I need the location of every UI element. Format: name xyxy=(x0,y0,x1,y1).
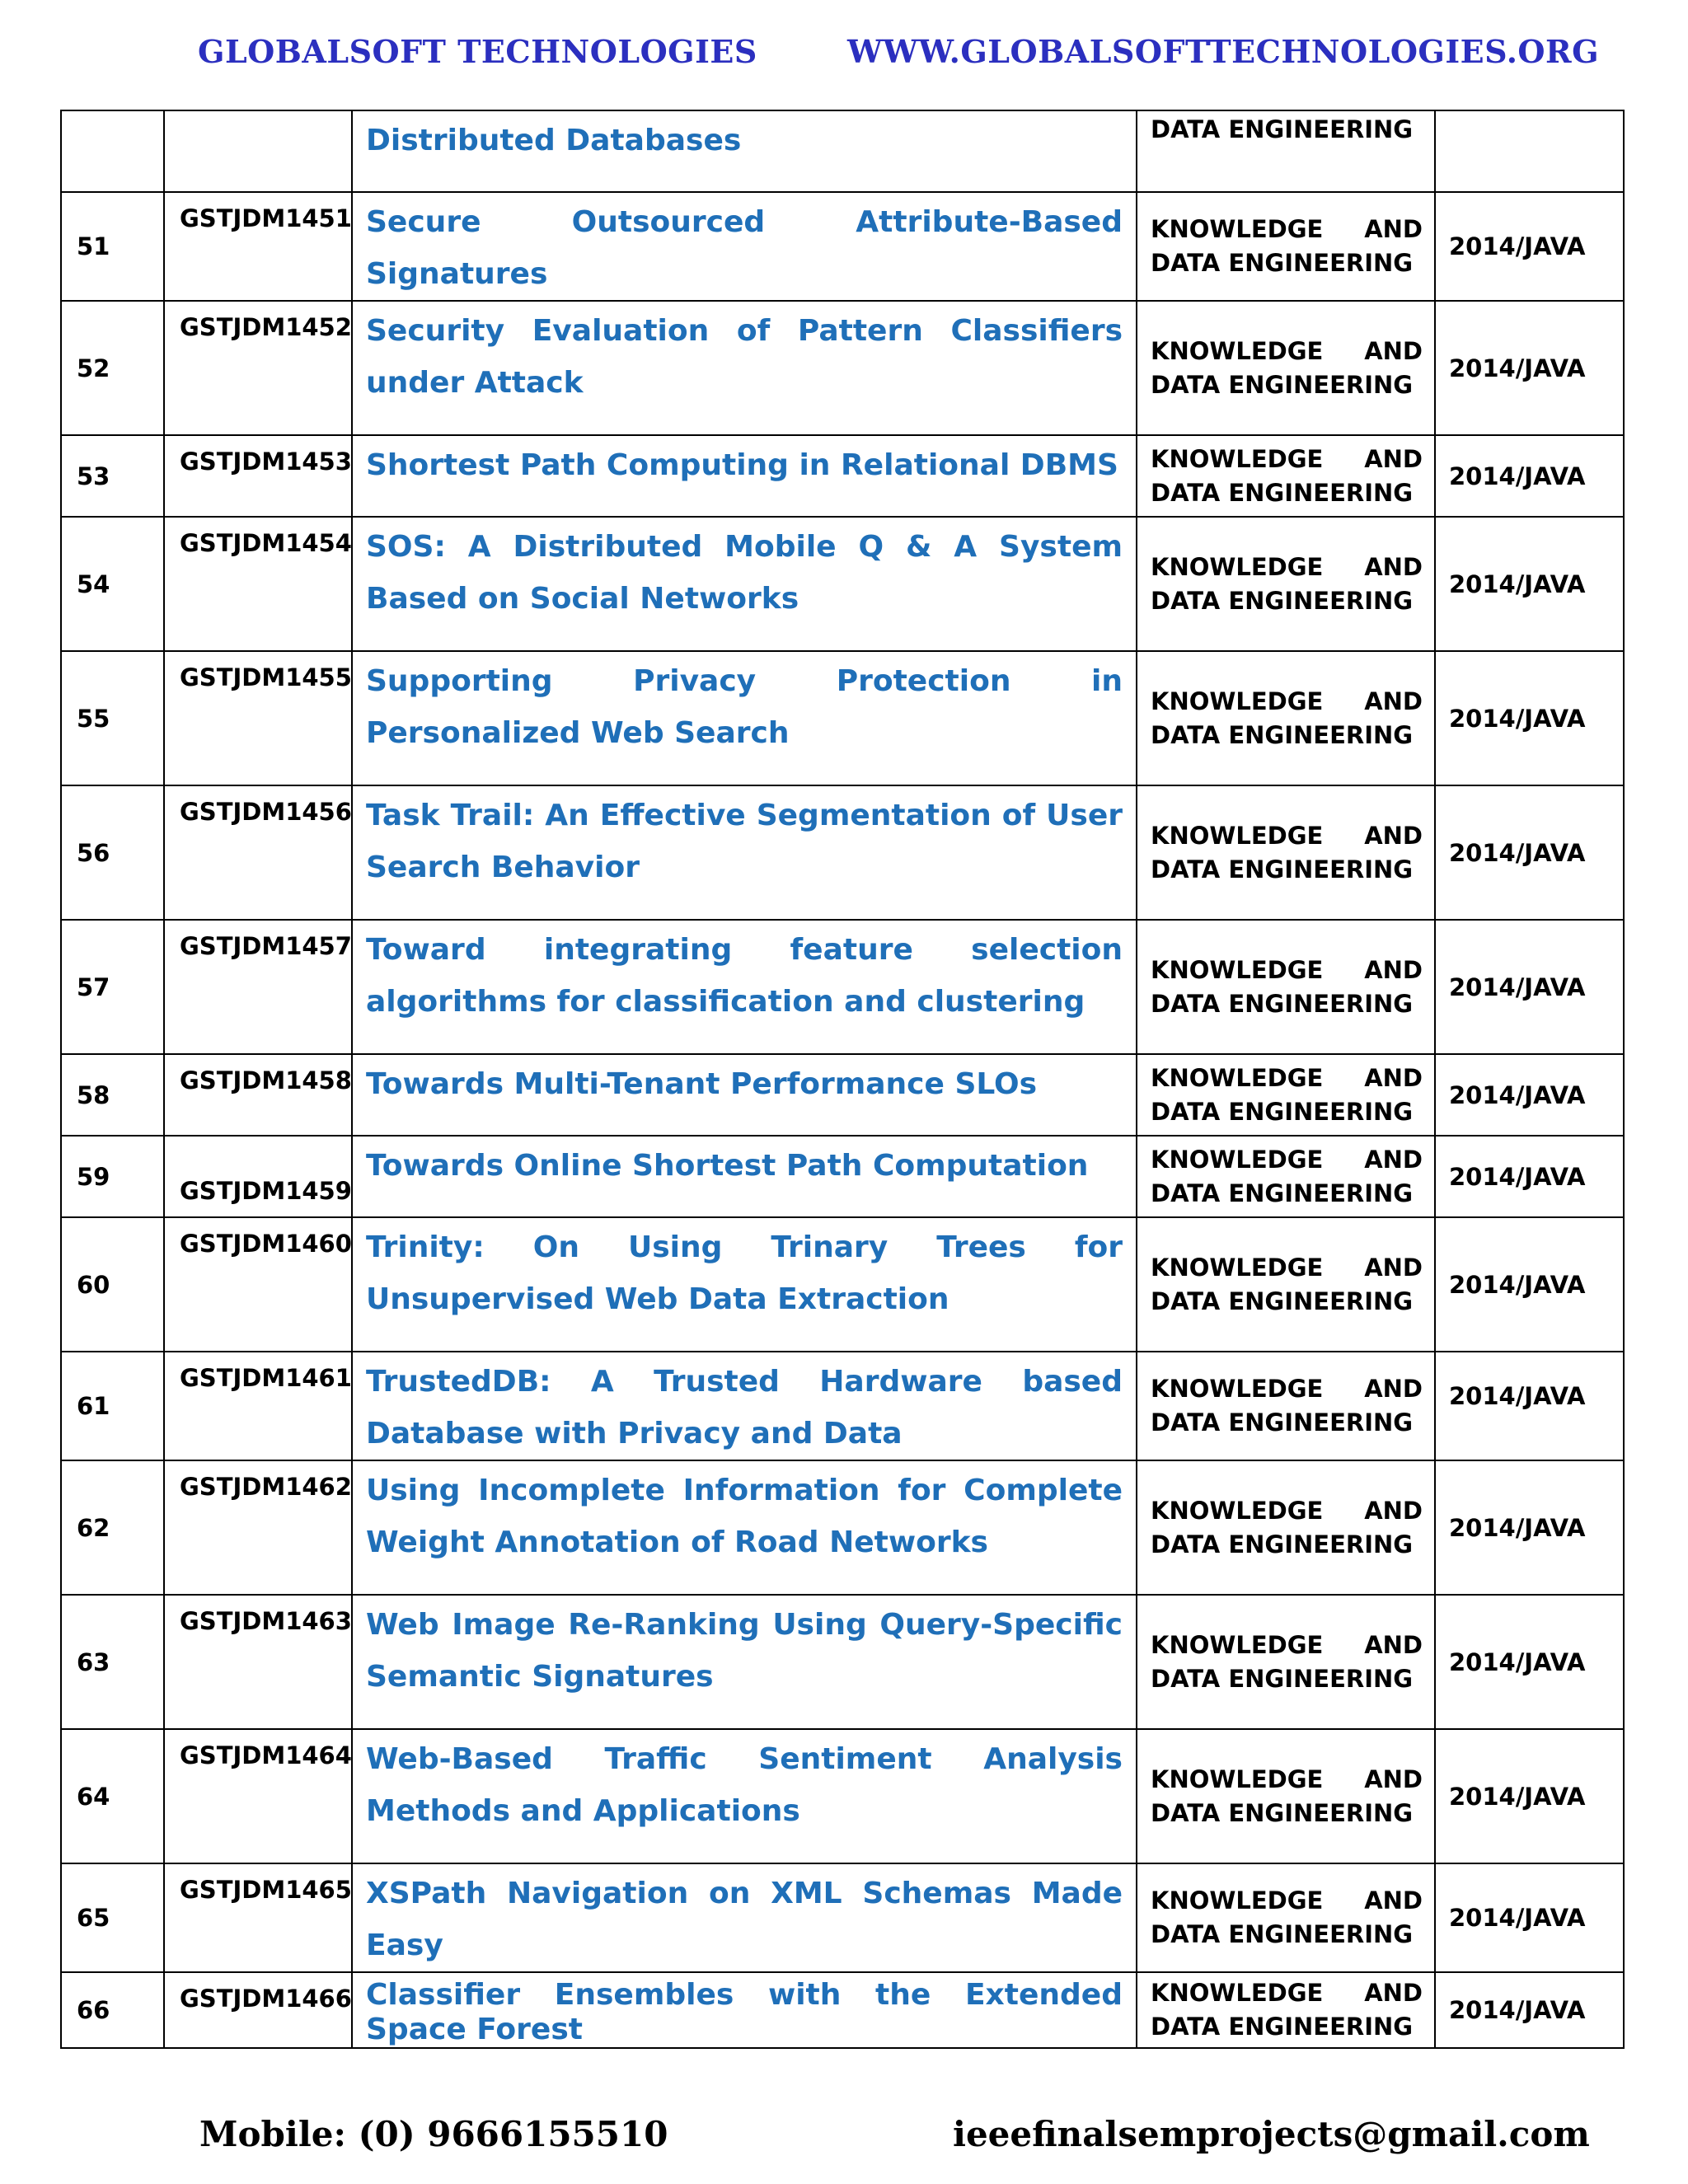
domain-word-knowledge: KNOWLEDGE xyxy=(1151,821,1324,850)
cell-code xyxy=(164,301,352,435)
domain-word-and: AND xyxy=(1364,1145,1423,1174)
domain-line-1 xyxy=(1151,1143,1423,1177)
project-title: Distributed Databases xyxy=(366,124,742,157)
domain-word-and: AND xyxy=(1364,955,1423,984)
cell-code xyxy=(164,651,352,785)
table-row xyxy=(61,1217,1624,1352)
cell-num xyxy=(61,1054,164,1136)
domain-word-and: AND xyxy=(1364,1496,1423,1525)
project-code: GSTJDM1451 xyxy=(180,204,352,232)
domain-word-and: AND xyxy=(1364,1253,1423,1282)
cell-year xyxy=(1435,651,1624,785)
domain-line-2: DATA ENGINEERING xyxy=(1151,249,1414,277)
cell-domain xyxy=(1137,192,1435,301)
table-row xyxy=(61,1863,1624,1972)
project-code: GSTJDM1460 xyxy=(180,1230,352,1258)
cell-num xyxy=(61,1729,164,1863)
domain-word-knowledge: KNOWLEDGE xyxy=(1151,1253,1324,1282)
cell-year xyxy=(1435,301,1624,435)
table-row xyxy=(61,1352,1624,1460)
domain-line-2: DATA ENGINEERING xyxy=(1151,1408,1414,1436)
domain-line-2: DATA ENGINEERING xyxy=(1151,478,1414,507)
project-year: 2014/JAVA xyxy=(1449,704,1586,733)
domain-word-and: AND xyxy=(1364,1765,1423,1793)
project-title: Web Image Re-Ranking Using Query-Specific Semantic Signatures xyxy=(366,1608,1123,1694)
table-row xyxy=(61,651,1624,785)
cell-code xyxy=(164,192,352,301)
cell-title xyxy=(352,1863,1137,1972)
domain-line-1 xyxy=(1151,213,1423,246)
project-title: Using Incomplete Information for Complete Weight Annotation of Road Networks xyxy=(366,1474,1123,1559)
cell-num xyxy=(61,301,164,435)
cell-domain xyxy=(1137,110,1435,192)
project-number: 65 xyxy=(77,1904,110,1932)
domain-line-1 xyxy=(1151,1884,1423,1918)
cell-code xyxy=(164,1972,352,2048)
project-year: 2014/JAVA xyxy=(1449,1782,1586,1811)
cell-domain xyxy=(1137,1729,1435,1863)
cell-code xyxy=(164,1460,352,1595)
project-code: GSTJDM1457 xyxy=(180,932,352,960)
domain-word-knowledge: KNOWLEDGE xyxy=(1151,1063,1324,1092)
domain-word-and: AND xyxy=(1364,1979,1423,2007)
cell-title xyxy=(352,1217,1137,1352)
cell-title xyxy=(352,1972,1137,2048)
footer-mobile: Mobile: (0) 9666155510 xyxy=(199,2114,668,2154)
cell-domain xyxy=(1137,920,1435,1054)
cell-num xyxy=(61,1595,164,1729)
domain-word-knowledge: KNOWLEDGE xyxy=(1151,336,1324,365)
domain-word-knowledge: KNOWLEDGE xyxy=(1151,955,1324,984)
cell-domain xyxy=(1137,1460,1435,1595)
project-number: 51 xyxy=(77,232,110,260)
project-number: 57 xyxy=(77,972,110,1001)
project-number: 52 xyxy=(77,354,110,382)
project-code: GSTJDM1461 xyxy=(180,1364,352,1392)
project-number: 64 xyxy=(77,1782,110,1811)
project-title: TrustedDB: A Trusted Hardware based Database with Privacy and Data xyxy=(366,1365,1123,1451)
table-row xyxy=(61,301,1624,435)
cell-domain xyxy=(1137,651,1435,785)
domain-word-and: AND xyxy=(1364,687,1423,715)
cell-num xyxy=(61,1460,164,1595)
cell-code xyxy=(164,1352,352,1460)
domain-word-knowledge: KNOWLEDGE xyxy=(1151,1496,1324,1525)
project-title: Supporting Privacy Protection in Personalized Web Search xyxy=(366,664,1123,750)
table-row xyxy=(61,1136,1624,1217)
cell-domain xyxy=(1137,1595,1435,1729)
domain-word-and: AND xyxy=(1364,336,1423,365)
cell-title xyxy=(352,1054,1137,1136)
domain-word-knowledge: KNOWLEDGE xyxy=(1151,1630,1324,1659)
domain-line-2: DATA ENGINEERING xyxy=(1151,989,1414,1018)
table-row xyxy=(61,920,1624,1054)
cell-domain xyxy=(1137,1054,1435,1136)
cell-num xyxy=(61,1136,164,1217)
domain-line-1 xyxy=(1151,335,1423,368)
cell-year xyxy=(1435,1595,1624,1729)
domain-word-knowledge: KNOWLEDGE xyxy=(1151,1145,1324,1174)
cell-title xyxy=(352,1136,1137,1217)
cell-domain xyxy=(1137,1972,1435,2048)
cell-year xyxy=(1435,110,1624,192)
domain-line-2: DATA ENGINEERING xyxy=(1151,2013,1414,2041)
domain-word-and: AND xyxy=(1364,1886,1423,1915)
project-code: GSTJDM1463 xyxy=(180,1607,352,1635)
page-header xyxy=(0,33,1688,82)
cell-code xyxy=(164,1217,352,1352)
project-year: 2014/JAVA xyxy=(1449,1996,1586,2024)
project-title: Towards Online Shortest Path Computation xyxy=(366,1149,1089,1183)
cell-domain xyxy=(1137,517,1435,651)
cell-code xyxy=(164,1595,352,1729)
company-name: GLOBALSOFT TECHNOLOGIES xyxy=(198,33,757,70)
cell-num xyxy=(61,517,164,651)
footer-email: ieeefinalsemprojects@gmail.com xyxy=(953,2114,1590,2154)
domain-word-knowledge: KNOWLEDGE xyxy=(1151,215,1324,243)
cell-year xyxy=(1435,920,1624,1054)
project-year: 2014/JAVA xyxy=(1449,232,1586,260)
cell-title xyxy=(352,1352,1137,1460)
table-row xyxy=(61,1595,1624,1729)
project-number: 66 xyxy=(77,1996,110,2024)
cell-domain xyxy=(1137,1352,1435,1460)
cell-num xyxy=(61,435,164,517)
domain-word-and: AND xyxy=(1364,444,1423,473)
project-number: 55 xyxy=(77,704,110,733)
cell-title xyxy=(352,517,1137,651)
cell-num xyxy=(61,785,164,920)
project-year: 2014/JAVA xyxy=(1449,569,1586,598)
cell-code xyxy=(164,1054,352,1136)
domain-word-knowledge: KNOWLEDGE xyxy=(1151,444,1324,473)
project-number: 56 xyxy=(77,838,110,867)
project-number: 59 xyxy=(77,1162,110,1191)
cell-year xyxy=(1435,192,1624,301)
cell-title xyxy=(352,435,1137,517)
domain-word-knowledge: KNOWLEDGE xyxy=(1151,1765,1324,1793)
table-row xyxy=(61,435,1624,517)
cell-year xyxy=(1435,1460,1624,1595)
cell-num xyxy=(61,1972,164,2048)
projects-table xyxy=(60,110,1625,2049)
cell-year xyxy=(1435,1054,1624,1136)
domain-word-knowledge: KNOWLEDGE xyxy=(1151,1886,1324,1915)
domain-word-knowledge: KNOWLEDGE xyxy=(1151,552,1324,581)
domain-line-1 xyxy=(1151,1494,1423,1528)
project-code: GSTJDM1456 xyxy=(180,798,352,826)
domain-word-and: AND xyxy=(1364,821,1423,850)
cell-num xyxy=(61,192,164,301)
project-year: 2014/JAVA xyxy=(1449,838,1586,867)
domain-line-1 xyxy=(1151,1372,1423,1406)
cell-num xyxy=(61,1217,164,1352)
table-row xyxy=(61,1054,1624,1136)
project-domain: DATA ENGINEERING xyxy=(1151,115,1414,143)
project-title: Task Trail: An Effective Segmentation of User Search Behavior xyxy=(366,799,1123,884)
project-title: Web-Based Traffic Sentiment Analysis Methods and Applications xyxy=(366,1742,1123,1828)
project-code: GSTJDM1453 xyxy=(180,448,352,476)
cell-domain xyxy=(1137,435,1435,517)
cell-year xyxy=(1435,435,1624,517)
project-number: 53 xyxy=(77,462,110,490)
project-title: Shortest Path Computing in Relational DBMS xyxy=(366,448,1118,482)
cell-code xyxy=(164,785,352,920)
project-title: Security Evaluation of Pattern Classifiers under Attack xyxy=(366,314,1123,400)
domain-line-2: DATA ENGINEERING xyxy=(1151,1286,1414,1315)
domain-line-1 xyxy=(1151,685,1423,719)
cell-year xyxy=(1435,1352,1624,1460)
cell-title xyxy=(352,192,1137,301)
cell-year xyxy=(1435,785,1624,920)
cell-num xyxy=(61,110,164,192)
project-year: 2014/JAVA xyxy=(1449,1647,1586,1676)
domain-word-and: AND xyxy=(1364,1063,1423,1092)
project-code: GSTJDM1466 xyxy=(180,1985,352,2013)
cell-year xyxy=(1435,1863,1624,1972)
domain-word-and: AND xyxy=(1364,1630,1423,1659)
project-year: 2014/JAVA xyxy=(1449,1382,1586,1410)
domain-line-2: DATA ENGINEERING xyxy=(1151,855,1414,883)
project-number: 54 xyxy=(77,569,110,598)
domain-line-1 xyxy=(1151,1629,1423,1662)
cell-domain xyxy=(1137,1217,1435,1352)
project-number: 63 xyxy=(77,1647,110,1676)
domain-line-1 xyxy=(1151,443,1423,476)
cell-title xyxy=(352,920,1137,1054)
cell-year xyxy=(1435,1136,1624,1217)
domain-line-1 xyxy=(1151,819,1423,853)
domain-line-1 xyxy=(1151,1062,1423,1095)
cell-title xyxy=(352,110,1137,192)
domain-line-2: DATA ENGINEERING xyxy=(1151,1097,1414,1126)
domain-word-and: AND xyxy=(1364,215,1423,243)
cell-num xyxy=(61,651,164,785)
project-year: 2014/JAVA xyxy=(1449,972,1586,1001)
project-title: Secure Outsourced Attribute-Based Signatures xyxy=(366,205,1123,291)
cell-num xyxy=(61,1863,164,1972)
project-code: GSTJDM1465 xyxy=(180,1876,352,1904)
cell-code xyxy=(164,920,352,1054)
cell-domain xyxy=(1137,301,1435,435)
project-title: Classifier Ensembles with the Extended Space Forest xyxy=(366,1978,1123,2046)
cell-year xyxy=(1435,1972,1624,2048)
project-code: GSTJDM1454 xyxy=(180,529,352,557)
cell-title xyxy=(352,785,1137,920)
domain-line-2: DATA ENGINEERING xyxy=(1151,1798,1414,1827)
domain-line-1 xyxy=(1151,551,1423,584)
project-code: GSTJDM1459 xyxy=(180,1177,352,1205)
project-year: 2014/JAVA xyxy=(1449,1270,1586,1299)
cell-domain xyxy=(1137,785,1435,920)
project-number: 58 xyxy=(77,1080,110,1109)
domain-word-knowledge: KNOWLEDGE xyxy=(1151,1979,1324,2007)
cell-title xyxy=(352,1729,1137,1863)
table-row xyxy=(61,517,1624,651)
domain-line-2: DATA ENGINEERING xyxy=(1151,720,1414,749)
table-row xyxy=(61,785,1624,920)
cell-title xyxy=(352,301,1137,435)
cell-num xyxy=(61,1352,164,1460)
cell-code xyxy=(164,1136,352,1217)
domain-line-2: DATA ENGINEERING xyxy=(1151,1530,1414,1558)
project-title: XSPath Navigation on XML Schemas Made Easy xyxy=(366,1877,1123,1962)
domain-line-2: DATA ENGINEERING xyxy=(1151,370,1414,399)
domain-line-2: DATA ENGINEERING xyxy=(1151,1920,1414,1948)
project-title: Towards Multi-Tenant Performance SLOs xyxy=(366,1067,1038,1101)
project-year: 2014/JAVA xyxy=(1449,354,1586,382)
cell-year xyxy=(1435,1729,1624,1863)
project-code: GSTJDM1462 xyxy=(180,1473,352,1501)
domain-word-and: AND xyxy=(1364,552,1423,581)
project-year: 2014/JAVA xyxy=(1449,1080,1586,1109)
project-number: 61 xyxy=(77,1392,110,1420)
domain-word-and: AND xyxy=(1364,1375,1423,1403)
project-number: 62 xyxy=(77,1513,110,1542)
cell-domain xyxy=(1137,1136,1435,1217)
table-row xyxy=(61,1729,1624,1863)
project-title: SOS: A Distributed Mobile Q & A System Based on Social Networks xyxy=(366,530,1123,616)
domain-word-knowledge: KNOWLEDGE xyxy=(1151,687,1324,715)
table-row xyxy=(61,1460,1624,1595)
cell-code xyxy=(164,110,352,192)
domain-line-1 xyxy=(1151,1763,1423,1797)
cell-code xyxy=(164,435,352,517)
domain-line-2: DATA ENGINEERING xyxy=(1151,1664,1414,1693)
company-website: WWW.GLOBALSOFTTECHNOLOGIES.ORG xyxy=(847,33,1600,70)
cell-code xyxy=(164,1729,352,1863)
cell-year xyxy=(1435,1217,1624,1352)
project-title: Trinity: On Using Trinary Trees for Unsupervised Web Data Extraction xyxy=(366,1230,1123,1316)
cell-title xyxy=(352,1595,1137,1729)
project-year: 2014/JAVA xyxy=(1449,462,1586,490)
cell-domain xyxy=(1137,1863,1435,1972)
table-row xyxy=(61,192,1624,301)
project-code: GSTJDM1458 xyxy=(180,1066,352,1094)
table-row xyxy=(61,1972,1624,2048)
project-year: 2014/JAVA xyxy=(1449,1904,1586,1932)
cell-title xyxy=(352,651,1137,785)
project-code: GSTJDM1464 xyxy=(180,1741,352,1769)
cell-title xyxy=(352,1460,1137,1595)
cell-num xyxy=(61,920,164,1054)
cell-year xyxy=(1435,517,1624,651)
table-row-continued xyxy=(61,110,1624,192)
domain-line-2: DATA ENGINEERING xyxy=(1151,586,1414,615)
project-title: Toward integrating feature selection algorithms for classification and clustering xyxy=(366,933,1123,1019)
project-year: 2014/JAVA xyxy=(1449,1162,1586,1191)
domain-line-2: DATA ENGINEERING xyxy=(1151,1179,1414,1207)
domain-word-knowledge: KNOWLEDGE xyxy=(1151,1375,1324,1403)
domain-line-1 xyxy=(1151,1976,1423,2010)
domain-line-1 xyxy=(1151,954,1423,987)
project-number: 60 xyxy=(77,1270,110,1299)
domain-line-1 xyxy=(1151,1251,1423,1285)
project-code: GSTJDM1452 xyxy=(180,313,352,341)
cell-code xyxy=(164,1863,352,1972)
project-code: GSTJDM1455 xyxy=(180,663,352,691)
project-year: 2014/JAVA xyxy=(1449,1513,1586,1542)
cell-code xyxy=(164,517,352,651)
